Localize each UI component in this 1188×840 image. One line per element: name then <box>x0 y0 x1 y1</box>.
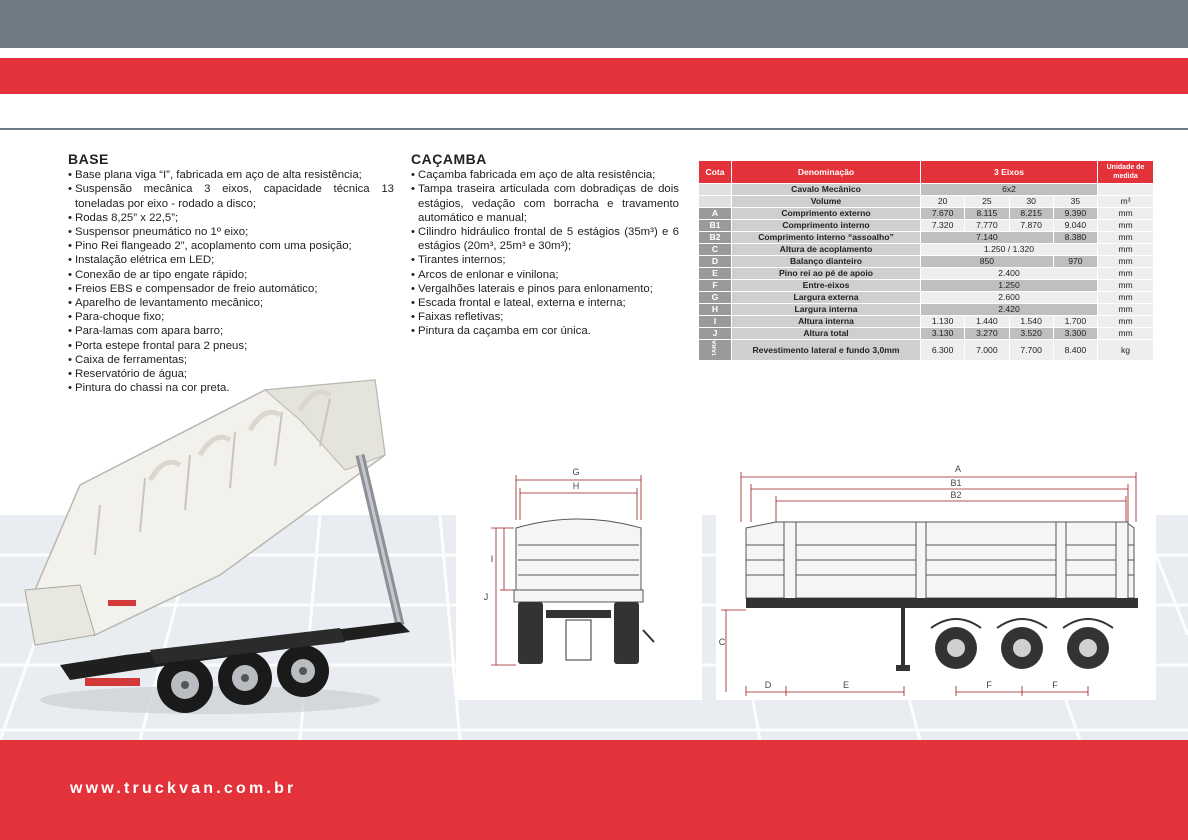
value-cell: 1.130 <box>921 316 965 328</box>
cota-cell: C <box>699 244 732 256</box>
value-cell: 1.700 <box>1053 316 1097 328</box>
table-row <box>699 208 1154 220</box>
value-cell: 6x2 <box>921 184 1098 196</box>
list-item: • Arcos de enlonar e vinilona; <box>411 268 679 282</box>
value-cell: 7.870 <box>1009 220 1053 232</box>
row-label: Altura interna <box>732 316 921 328</box>
list-item: • Rodas 8,25” x 22,5”; <box>68 211 394 225</box>
unit-cell: kg <box>1098 340 1154 361</box>
row-label: Cavalo Mecânico <box>732 184 921 196</box>
table-row <box>699 280 1154 292</box>
base-section <box>68 152 394 395</box>
dim-label-h: H <box>572 481 580 491</box>
value-cell: 35 <box>1053 196 1097 208</box>
unit-cell: mm <box>1098 316 1154 328</box>
cota-cell: J <box>699 328 732 340</box>
list-item: • Pintura da caçamba em cor única. <box>411 324 679 338</box>
value-cell: 8.215 <box>1009 208 1053 220</box>
list-item: • Suspensor pneumático no 1º eixo; <box>68 225 394 239</box>
value-cell: 850 <box>921 256 1054 268</box>
list-item: • Tampa traseira articulada com dobradiças de dois estágios, vedação com borracha e travamento automático e manual; <box>411 182 679 225</box>
cacamba-section <box>411 152 679 339</box>
side-view-drawing <box>716 460 1156 700</box>
value-cell: 3.300 <box>1053 328 1097 340</box>
unit-cell: mm <box>1098 268 1154 280</box>
unit-cell: mm <box>1098 280 1154 292</box>
value-cell: 9.390 <box>1053 208 1097 220</box>
cota-cell: H <box>699 304 732 316</box>
list-item: • Porta estepe frontal para 2 pneus; <box>68 339 394 353</box>
list-item: • Base plana viga “I”, fabricada em aço de alta resistência; <box>68 168 394 182</box>
dim-label-d: D <box>764 680 772 690</box>
unit-cell: m³ <box>1098 196 1154 208</box>
dim-label-c: C <box>718 637 726 647</box>
list-item: • Reservatório de água; <box>68 367 394 381</box>
row-label: Pino rei ao pé de apoio <box>732 268 921 280</box>
dim-label-e: E <box>842 680 850 690</box>
base-title: BASE <box>68 151 109 167</box>
value-cell: 30 <box>1009 196 1053 208</box>
list-item: • Suspensão mecânica 3 eixos, capacidade técnica 13 toneladas por eixo - rodado a disco; <box>68 182 394 210</box>
list-item: • Cilindro hidráulico frontal de 5 estágios (35m³) e 6 estágios (20m³, 25m³ e 30m³); <box>411 225 679 253</box>
row-label: Altura total <box>732 328 921 340</box>
cota-cell: E <box>699 268 732 280</box>
dim-label-f2: F <box>1052 680 1058 690</box>
row-label: Comprimento interno <box>732 220 921 232</box>
value-cell: 1.250 / 1.320 <box>921 244 1098 256</box>
value-cell: 7.000 <box>965 340 1009 361</box>
list-item: • Instalação elétrica em LED; <box>68 253 394 267</box>
list-item: • Caçamba fabricada em aço de alta resistência; <box>411 168 679 182</box>
row-label: Entre-eixos <box>732 280 921 292</box>
dim-label-i: I <box>490 554 494 564</box>
list-item: • Vergalhões laterais e pinos para enlonamento; <box>411 282 679 296</box>
table-row <box>699 232 1154 244</box>
value-cell: 7.670 <box>921 208 965 220</box>
value-cell: 1.540 <box>1009 316 1053 328</box>
list-item: • Escada frontal e lateal, externa e interna; <box>411 296 679 310</box>
list-item: • Tirantes internos; <box>411 253 679 267</box>
dim-label-f1: F <box>986 680 992 690</box>
cota-cell <box>699 196 732 208</box>
value-cell: 9.040 <box>1053 220 1097 232</box>
table-row <box>699 196 1154 208</box>
value-cell: 7.700 <box>1009 340 1053 361</box>
cota-cell: A <box>699 208 732 220</box>
table-row <box>699 184 1154 196</box>
cota-cell: B2 <box>699 232 732 244</box>
row-label: Comprimento externo <box>732 208 921 220</box>
row-label: Volume <box>732 196 921 208</box>
tara-label: TARA <box>711 340 718 357</box>
header-gray-band <box>0 0 1188 48</box>
table-row <box>699 256 1154 268</box>
header-denominacao: Denominação <box>732 161 921 184</box>
value-cell: 1.250 <box>921 280 1098 292</box>
unit-cell: mm <box>1098 292 1154 304</box>
value-cell: 7.140 <box>921 232 1054 244</box>
cota-cell <box>699 184 732 196</box>
row-label: Comprimento interno “assoalho” <box>732 232 921 244</box>
row-label: Largura externa <box>732 292 921 304</box>
cota-cell: I <box>699 316 732 328</box>
cota-cell: G <box>699 292 732 304</box>
dim-label-b2: B2 <box>950 490 962 500</box>
unit-cell: mm <box>1098 328 1154 340</box>
list-item: • Faixas refletivas; <box>411 310 679 324</box>
unit-cell: mm <box>1098 304 1154 316</box>
list-item: • Pino Rei flangeado 2”, acoplamento com uma posição; <box>68 239 394 253</box>
table-row <box>699 268 1154 280</box>
value-cell: 3.270 <box>965 328 1009 340</box>
row-label: Balanço dianteiro <box>732 256 921 268</box>
table-row <box>699 220 1154 232</box>
value-cell: 7.320 <box>921 220 965 232</box>
table-row <box>699 316 1154 328</box>
row-label: Revestimento lateral e fundo 3,0mm <box>732 340 921 361</box>
table-row <box>699 304 1154 316</box>
list-item: • Pintura do chassi na cor preta. <box>68 381 394 395</box>
value-cell: 970 <box>1053 256 1097 268</box>
dim-label-j: J <box>483 592 489 602</box>
unit-cell: mm <box>1098 244 1154 256</box>
row-label: Largura interna <box>732 304 921 316</box>
cota-cell: F <box>699 280 732 292</box>
value-cell: 2.400 <box>921 268 1098 280</box>
value-cell: 2.600 <box>921 292 1098 304</box>
row-label: Altura de acoplamento <box>732 244 921 256</box>
tipper-trailer-photo <box>0 360 440 730</box>
unit-cell: mm <box>1098 220 1154 232</box>
value-cell: 20 <box>921 196 965 208</box>
table-row <box>699 328 1154 340</box>
table-header-row <box>699 161 1154 184</box>
value-cell: 6.300 <box>921 340 965 361</box>
table-row <box>699 292 1154 304</box>
cota-cell: B1 <box>699 220 732 232</box>
cacamba-list <box>411 168 679 338</box>
unit-cell: mm <box>1098 232 1154 244</box>
value-cell: 8.400 <box>1053 340 1097 361</box>
value-cell: 1.440 <box>965 316 1009 328</box>
value-cell: 7.770 <box>965 220 1009 232</box>
unit-cell <box>1098 184 1154 196</box>
list-item: • Caixa de ferramentas; <box>68 353 394 367</box>
spec-table <box>698 160 1154 361</box>
rear-view-drawing <box>456 460 702 700</box>
value-cell: 2.420 <box>921 304 1098 316</box>
list-item: • Freios EBS e compensador de freio automático; <box>68 282 394 296</box>
value-cell: 3.130 <box>921 328 965 340</box>
dim-label-a: A <box>954 464 962 474</box>
unit-cell: mm <box>1098 208 1154 220</box>
value-cell: 8.380 <box>1053 232 1097 244</box>
header-red-band <box>0 58 1188 94</box>
table-row <box>699 244 1154 256</box>
value-cell: 8.115 <box>965 208 1009 220</box>
header-eixos: 3 Eixos <box>921 161 1098 184</box>
value-cell: 25 <box>965 196 1009 208</box>
divider-rule <box>0 128 1188 130</box>
cota-cell <box>699 340 732 361</box>
list-item: • Aparelho de levantamento mecânico; <box>68 296 394 310</box>
list-item: • Conexão de ar tipo engate rápido; <box>68 268 394 282</box>
header-unidade: Unidade de medida <box>1098 161 1154 184</box>
website-url[interactable]: www.truckvan.com.br <box>70 780 297 797</box>
dim-label-g: G <box>572 467 580 477</box>
cota-cell: D <box>699 256 732 268</box>
cacamba-title: CAÇAMBA <box>411 151 487 167</box>
dim-label-b1: B1 <box>950 478 962 488</box>
list-item: • Para-choque fixo; <box>68 310 394 324</box>
value-cell: 3.520 <box>1009 328 1053 340</box>
table-row <box>699 340 1154 361</box>
list-item: • Para-lamas com apara barro; <box>68 324 394 338</box>
header-cota: Cota <box>699 161 732 184</box>
unit-cell: mm <box>1098 256 1154 268</box>
